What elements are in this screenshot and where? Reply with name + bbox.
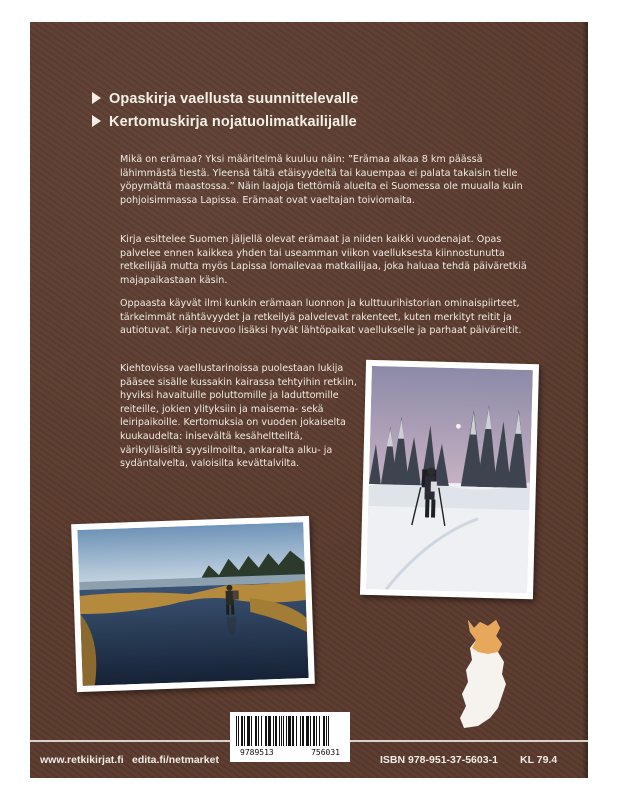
photo-winter-hiker [360,360,539,599]
book-back-cover [30,22,588,778]
isbn-number: ISBN 978-951-37-5603-1 [380,754,498,766]
barcode-bars [236,716,344,746]
isbn-barcode [230,712,350,762]
winter-scene-image [366,366,533,593]
arrow-bullet-icon [92,92,101,104]
barcode-left-digits: 9789513 [240,748,274,757]
paragraph-features: Oppaasta käyvät ilmi kunkin erämaan luonnon ja kulttuurihistorian ominaispiirteet, tärkeimmät nähtävyydet ja retkeilyä palvelevat rakenteet, kuten merkityt reitit ja autiotuvat. Kirja neuvoo lisäksi hyvät lähtöpaikat vaellukselle ja parhaat päiväreitit. [120,298,522,337]
bullet-guidebook-text: Opaskirja vaellusta suunnittelevalle [109,91,359,107]
barcode-right-digits: 756031 [311,748,340,757]
cover-edge-shadow [582,22,588,778]
paragraph-intro: Mikä on erämaa? Yksi määritelmä kuuluu näin: ”Erämaa alkaa 8 km päässä lähimmästä tiestä. Yleensä tältä etäisyydeltä tai kauempaa ei palata takaisin tielle yöpymättä maastossa.” Näin laajoja tiettömiä alueita ei Suomessa ole muualla kuin pohjoisimmassa Lapissa. Erämaat ovat vaeltajan toiviomaita. [120,154,523,206]
netmarket-url[interactable]: edita.fi/netmarket [132,754,219,766]
bullet-guidebook [92,91,358,107]
bullet-storybook [92,114,357,130]
publisher-url[interactable]: www.retkikirjat.fi [40,754,124,766]
paragraph-stories: Kiehtovissa vaellustarinoissa puolestaan lukija pääsee sisälle kussakin kairassa tehtyihin retkiin, hyviksi havaituille poluttomille ja laduttomille reiteille, jokien ylityksiin ja maisema- sekä leiripaikoille. Kertomuksia on vuoden jokaiselta kuukaudelta: inisevältä kesäheltteiltä, värikylläisiltä syysilmoilta, ankaralta alku- ja sydäntalvelta, valoisilta kevättalvilta. [120,363,357,470]
bullet-storybook-text: Kertomuskirja nojatuolimatkailijalle [109,114,357,130]
finland-map-icon [458,618,510,733]
library-class: KL 79.4 [520,754,558,766]
river-scene-image [77,522,308,686]
barcode-digits [236,748,344,757]
photo-autumn-river [71,516,315,692]
arrow-bullet-icon [92,115,101,127]
paragraph-contents: Kirja esittelee Suomen jäljellä olevat erämaat ja niiden kaikki vuodenajat. Opas palvelee ennen kaikkea yhden tai useamman viikon vaelluksesta kiinnostunutta retkeilijää mutta myös Lapissa lomailevaa matkailijaa, joka haluaa tehdä päiväretkiä majapaikastaan käsin. [120,234,527,286]
